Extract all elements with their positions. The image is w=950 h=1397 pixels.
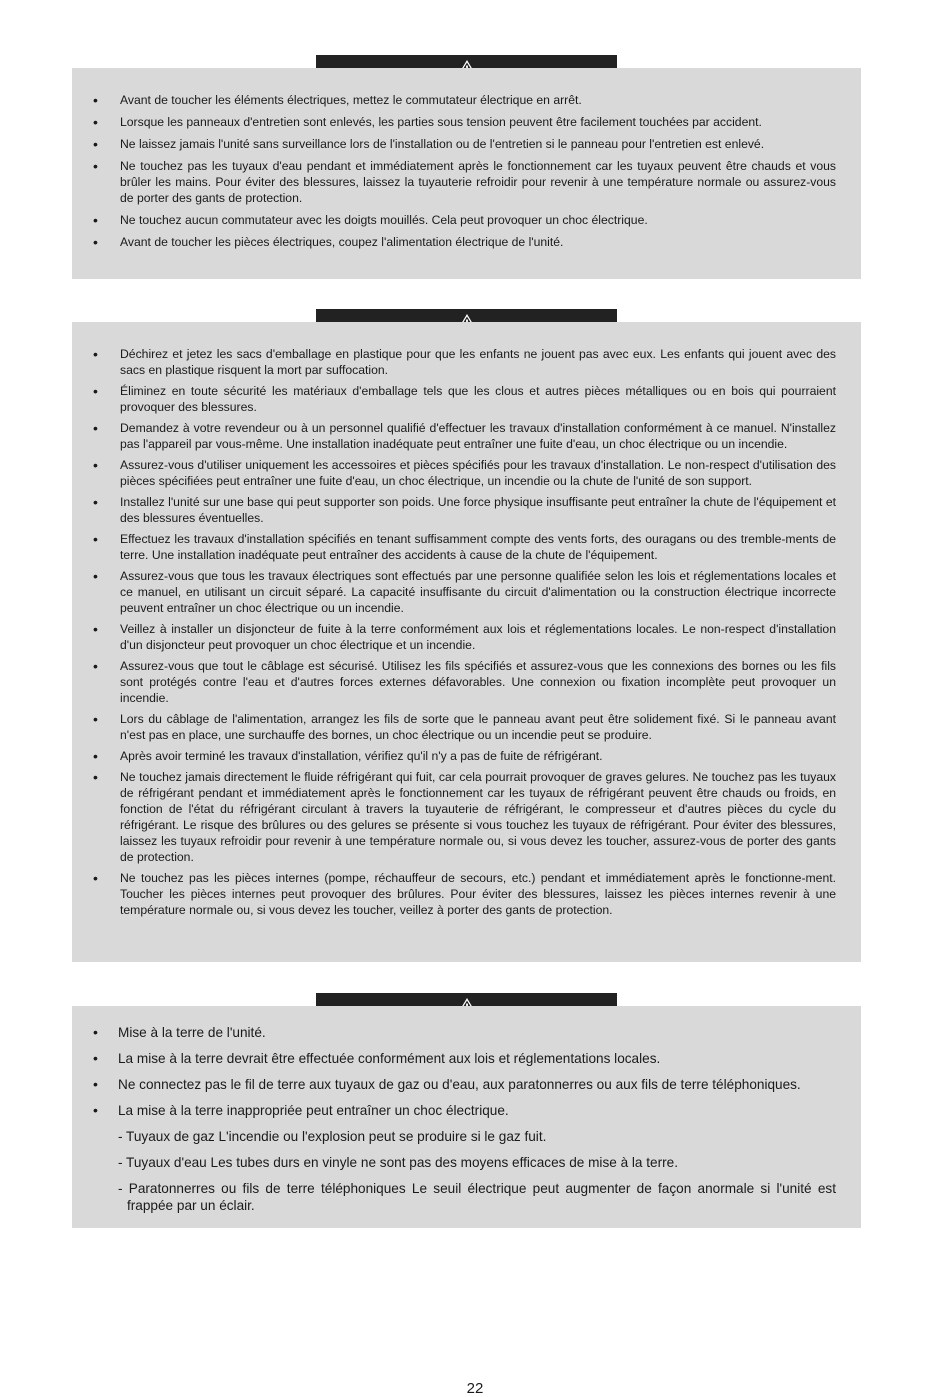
list-item: • Mise à la terre de l'unité. (72, 1024, 836, 1041)
warning-list (72, 92, 836, 250)
list-item: • Assurez-vous que tous les travaux électriques sont effectués par une personne qualifiée selon les lois et réglementations locales et ce manuel, en utilisant un circuit séparé. La capacité insuffisante du circuit d'alimentation ou la construction électrique incorrecte peuvent entraîner un choc électrique ou un incendie. (72, 568, 836, 616)
list-item: • Ne touchez aucun commutateur avec les doigts mouillés. Cela peut provoquer un choc électrique. (72, 212, 836, 228)
list-item: • Installez l'unité sur une base qui peut supporter son poids. Une force physique insuffisante peut entraîner la chute de l'équipement et des blessures éventuelles. (72, 494, 836, 526)
list-item: • Après avoir terminé les travaux d'installation, vérifiez qu'il n'y a pas de fuite de réfrigérant. (72, 748, 836, 764)
list-item: • Ne touchez pas les tuyaux d'eau pendant et immédiatement après le fonctionnement car les tuyaux peuvent être chauds et vous brûler les mains. Pour éviter des blessures, laissez la tuyauterie refroidir pour revenir à une température normale ou assurez-vous de porter des gants de protection. (72, 158, 836, 206)
list-item: • Ne laissez jamais l'unité sans surveillance lors de l'installation ou de l'entretien si le panneau pour l'entretien est enlevé. (72, 136, 836, 152)
list-item: • Lors du câblage de l'alimentation, arrangez les fils de sorte que le panneau avant peut être solidement fixé. Si le panneau avant n'est pas en place, une surchauffe des bornes, un choc électrique ou un incendie peut se produire. (72, 711, 836, 743)
list-item: • La mise à la terre devrait être effectuée conformément aux lois et réglementations locales. (72, 1050, 836, 1067)
list-item: • Ne connectez pas le fil de terre aux tuyaux de gaz ou d'eau, aux paratonnerres ou aux fils de terre téléphoniques. (72, 1076, 836, 1093)
list-item: • Effectuez les travaux d'installation spécifiés en tenant suffisamment compte des vents forts, des ouragans ou des tremble-ments de terre. Une installation inadéquate peut entraîner des accidents à cause de la chute de l'équipement. (72, 531, 836, 563)
sub-list-item: - Tuyaux de gaz L'incendie ou l'explosion peut se produire si le gaz fuit. (118, 1129, 547, 1144)
list-item: • Avant de toucher les pièces électriques, coupez l'alimentation électrique de l'unité. (72, 234, 836, 250)
list-item: • Ne touchez jamais directement le fluide réfrigérant qui fuit, car cela pourrait provoquer de graves gelures. Ne touchez pas les tuyaux de réfrigérant pendant et immédiatement après le fonctionnement car les tuyaux de réfrigérant peuvent être chauds ou froids, en fonction de l'état du réfrigérant circulant à travers la tuyauterie de réfrigérant, le compresseur et d'autres pièces du cycle du réfrigérant. Le risque des brûlures ou des gelures se présente si vous touchez les tuyaux de réfrigérant. Pour éviter des blessures, laissez les tuyaux refroidir pour revenir à une température normale ou, si vous devez les toucher, assurez-vous de porter des gants de protection. (72, 769, 836, 865)
list-item: • Ne touchez pas les pièces internes (pompe, réchauffeur de secours, etc.) pendant et immédiatement après le fonctionne-ment. Toucher les pièces internes peut provoquer des brûlures. Pour éviter des blessures, laissez les pièces internes revenir à une température normale ou, si vous devez les toucher, veillez à porter des gants de protection. (72, 870, 836, 918)
list-item: • Assurez-vous que tout le câblage est sécurisé. Utilisez les fils spécifiés et assurez-vous que les connexions des bornes ou les fils sont protégés contre l'eau et d'autres forces externes défavorables. Une connexion ou fixation incomplète peut provoquer un incendie. (72, 658, 836, 706)
list-item: • Demandez à votre revendeur ou à un personnel qualifié d'effectuer les travaux d'installation conformément à ce manuel. N'installez pas l'appareil par vous-même. Une installation inadéquate peut entraîner une fuite d'eau, un choc électrique ou un incendie. (72, 420, 836, 452)
warning-list (72, 346, 836, 918)
page-number: 22 (466, 1380, 484, 1397)
sub-list-item: - Tuyaux d'eau Les tubes durs en vinyle ne sont pas des moyens efficaces de mise à la terre. (118, 1155, 678, 1170)
list-item: • Avant de toucher les éléments électriques, mettez le commutateur électrique en arrêt. (72, 92, 836, 108)
list-item: • La mise à la terre inappropriée peut entraîner un choc électrique. (72, 1102, 836, 1119)
warning-list (72, 1024, 836, 1214)
list-item: • Éliminez en toute sécurité les matériaux d'emballage tels que les clous et autres pièces métalliques ou en bois qui pourraient provoquer des blessures. (72, 383, 836, 415)
list-item: • Déchirez et jetez les sacs d'emballage en plastique pour que les enfants ne jouent pas avec eux. Les enfants qui jouent avec des sacs en plastique risquent la mort par suffocation. (72, 346, 836, 378)
list-item: • Assurez-vous d'utiliser uniquement les accessoires et pièces spécifiés pour les travaux d'installation. Le non-respect d'utilisation des pièces spécifiées peut entraîner une fuite d'eau, un choc électrique, un incendie ou la chute de l'unité de son support. (72, 457, 836, 489)
list-item: • Veillez à installer un disjoncteur de fuite à la terre conformément aux lois et réglementations locales. Le non-respect d'installation d'un disjoncteur peut provoquer un choc électrique et un incendie. (72, 621, 836, 653)
warning-panel (72, 68, 861, 279)
list-item: • Lorsque les panneaux d'entretien sont enlevés, les parties sous tension peuvent être facilement touchées par accident. (72, 114, 836, 130)
warning-panel (72, 1006, 861, 1228)
sub-list-item: - Paratonnerres ou fils de terre téléphoniques Le seuil électrique peut augmenter de façon anormale si l'unité est frappée par un éclair. (118, 1181, 836, 1213)
warning-panel (72, 322, 861, 962)
